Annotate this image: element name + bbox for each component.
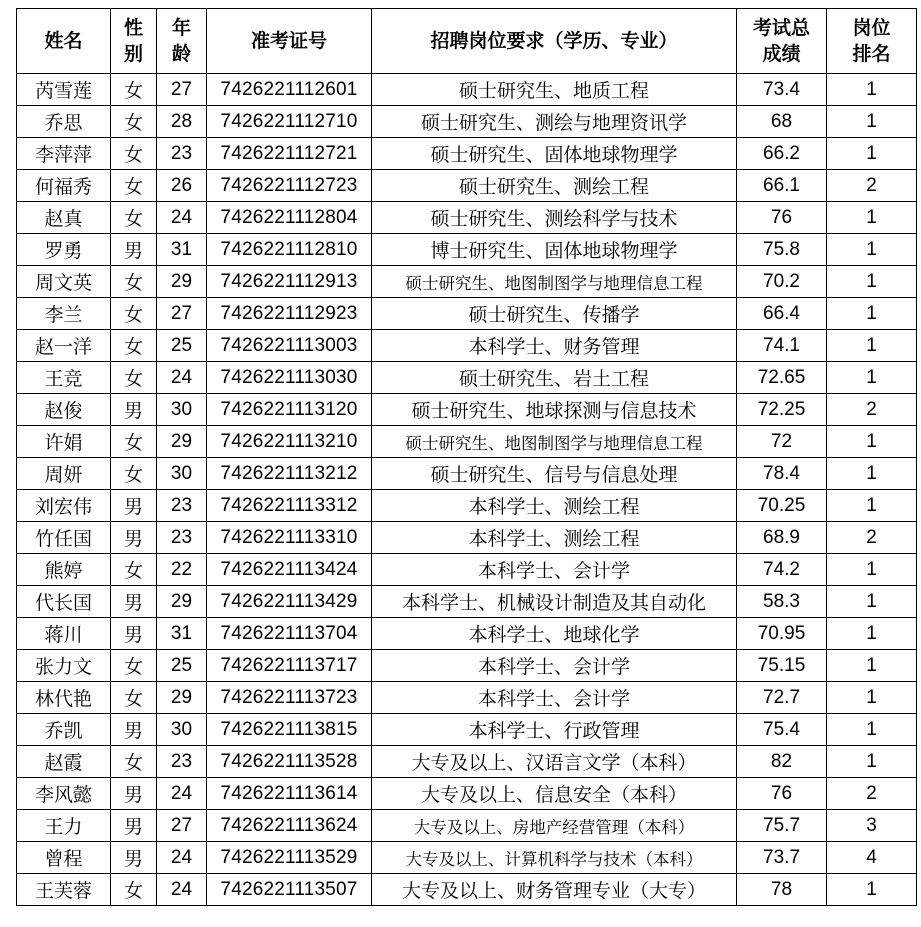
cell-score: 72.7 bbox=[737, 682, 827, 714]
cell-rank: 1 bbox=[827, 554, 917, 586]
results-table bbox=[16, 8, 917, 906]
cell-score: 75.4 bbox=[737, 714, 827, 746]
cell-name: 李兰 bbox=[17, 298, 111, 330]
cell-exam-id: 7426221113030 bbox=[207, 362, 372, 394]
table-row bbox=[17, 426, 917, 458]
cell-age: 30 bbox=[157, 714, 207, 746]
cell-age: 23 bbox=[157, 138, 207, 170]
cell-requirement: 硕士研究生、信号与信息处理 bbox=[372, 458, 737, 490]
cell-gender: 男 bbox=[111, 778, 157, 810]
cell-score: 73.7 bbox=[737, 842, 827, 874]
header-score bbox=[737, 9, 827, 74]
cell-requirement: 博士研究生、固体地球物理学 bbox=[372, 234, 737, 266]
cell-age: 31 bbox=[157, 618, 207, 650]
cell-gender: 男 bbox=[111, 394, 157, 426]
cell-requirement: 大专及以上、汉语言文学（本科） bbox=[372, 746, 737, 778]
cell-gender: 男 bbox=[111, 810, 157, 842]
cell-name: 王竞 bbox=[17, 362, 111, 394]
cell-age: 25 bbox=[157, 330, 207, 362]
cell-requirement: 大专及以上、房地产经营管理（本科） bbox=[372, 810, 737, 842]
cell-score: 68 bbox=[737, 106, 827, 138]
header-name: 姓名 bbox=[17, 9, 111, 74]
cell-gender: 女 bbox=[111, 74, 157, 106]
cell-rank: 1 bbox=[827, 74, 917, 106]
table-row bbox=[17, 650, 917, 682]
table-row bbox=[17, 522, 917, 554]
cell-age: 30 bbox=[157, 458, 207, 490]
cell-age: 30 bbox=[157, 394, 207, 426]
cell-gender: 女 bbox=[111, 298, 157, 330]
cell-exam-id: 7426221113723 bbox=[207, 682, 372, 714]
cell-score: 76 bbox=[737, 778, 827, 810]
table-row bbox=[17, 490, 917, 522]
cell-requirement: 硕士研究生、测绘与地理资讯学 bbox=[372, 106, 737, 138]
cell-requirement: 硕士研究生、测绘工程 bbox=[372, 170, 737, 202]
cell-exam-id: 7426221113210 bbox=[207, 426, 372, 458]
header-gender-line1: 性 bbox=[123, 17, 143, 39]
cell-score: 66.4 bbox=[737, 298, 827, 330]
cell-name: 刘宏伟 bbox=[17, 490, 111, 522]
cell-rank: 1 bbox=[827, 106, 917, 138]
table-row bbox=[17, 298, 917, 330]
cell-rank: 1 bbox=[827, 650, 917, 682]
cell-age: 23 bbox=[157, 522, 207, 554]
cell-requirement: 硕士研究生、地质工程 bbox=[372, 74, 737, 106]
cell-gender: 女 bbox=[111, 746, 157, 778]
table-row bbox=[17, 266, 917, 298]
table-row bbox=[17, 554, 917, 586]
cell-exam-id: 7426221113704 bbox=[207, 618, 372, 650]
cell-name: 赵俊 bbox=[17, 394, 111, 426]
header-score-line2: 成绩 bbox=[762, 43, 801, 65]
cell-score: 78 bbox=[737, 874, 827, 906]
table-row bbox=[17, 874, 917, 906]
cell-name: 周妍 bbox=[17, 458, 111, 490]
cell-exam-id: 7426221112601 bbox=[207, 74, 372, 106]
cell-name: 赵一洋 bbox=[17, 330, 111, 362]
cell-requirement: 大专及以上、计算机科学与技术（本科） bbox=[372, 842, 737, 874]
header-rank-line2: 排名 bbox=[852, 43, 891, 65]
table-row bbox=[17, 74, 917, 106]
cell-age: 28 bbox=[157, 106, 207, 138]
cell-requirement: 硕士研究生、测绘科学与技术 bbox=[372, 202, 737, 234]
cell-name: 乔凯 bbox=[17, 714, 111, 746]
cell-requirement: 硕士研究生、传播学 bbox=[372, 298, 737, 330]
cell-requirement: 硕士研究生、地球探测与信息技术 bbox=[372, 394, 737, 426]
cell-name: 张力文 bbox=[17, 650, 111, 682]
cell-age: 23 bbox=[157, 746, 207, 778]
header-rank bbox=[827, 9, 917, 74]
header-score-line1: 考试总 bbox=[752, 17, 810, 39]
cell-age: 24 bbox=[157, 874, 207, 906]
cell-score: 76 bbox=[737, 202, 827, 234]
cell-rank: 2 bbox=[827, 394, 917, 426]
header-exam-id: 准考证号 bbox=[207, 9, 372, 74]
cell-score: 70.95 bbox=[737, 618, 827, 650]
cell-age: 24 bbox=[157, 362, 207, 394]
cell-age: 22 bbox=[157, 554, 207, 586]
cell-gender: 女 bbox=[111, 554, 157, 586]
cell-rank: 2 bbox=[827, 778, 917, 810]
cell-score: 72.65 bbox=[737, 362, 827, 394]
cell-requirement: 本科学士、地球化学 bbox=[372, 618, 737, 650]
cell-requirement: 本科学士、测绘工程 bbox=[372, 522, 737, 554]
cell-requirement: 本科学士、会计学 bbox=[372, 554, 737, 586]
cell-exam-id: 7426221113614 bbox=[207, 778, 372, 810]
cell-requirement: 本科学士、机械设计制造及其自动化 bbox=[372, 586, 737, 618]
cell-exam-id: 7426221113120 bbox=[207, 394, 372, 426]
cell-name: 李萍萍 bbox=[17, 138, 111, 170]
cell-requirement: 大专及以上、财务管理专业（大专） bbox=[372, 874, 737, 906]
cell-gender: 女 bbox=[111, 458, 157, 490]
cell-gender: 男 bbox=[111, 842, 157, 874]
cell-gender: 女 bbox=[111, 330, 157, 362]
cell-exam-id: 7426221113310 bbox=[207, 522, 372, 554]
cell-rank: 1 bbox=[827, 874, 917, 906]
table-row bbox=[17, 458, 917, 490]
cell-name: 竹任国 bbox=[17, 522, 111, 554]
cell-exam-id: 7426221113312 bbox=[207, 490, 372, 522]
header-requirement: 招聘岗位要求（学历、专业） bbox=[372, 9, 737, 74]
cell-name: 熊婷 bbox=[17, 554, 111, 586]
cell-rank: 3 bbox=[827, 810, 917, 842]
cell-gender: 男 bbox=[111, 490, 157, 522]
cell-name: 乔思 bbox=[17, 106, 111, 138]
cell-gender: 女 bbox=[111, 138, 157, 170]
cell-rank: 2 bbox=[827, 170, 917, 202]
table-row bbox=[17, 362, 917, 394]
cell-gender: 男 bbox=[111, 522, 157, 554]
table-row bbox=[17, 394, 917, 426]
cell-age: 26 bbox=[157, 170, 207, 202]
cell-name: 罗勇 bbox=[17, 234, 111, 266]
cell-gender: 男 bbox=[111, 234, 157, 266]
cell-score: 58.3 bbox=[737, 586, 827, 618]
cell-requirement: 本科学士、会计学 bbox=[372, 650, 737, 682]
header-age-line1: 年 bbox=[171, 17, 191, 39]
cell-age: 24 bbox=[157, 778, 207, 810]
cell-gender: 女 bbox=[111, 266, 157, 298]
table-row bbox=[17, 682, 917, 714]
cell-age: 23 bbox=[157, 490, 207, 522]
cell-age: 29 bbox=[157, 682, 207, 714]
cell-rank: 1 bbox=[827, 266, 917, 298]
cell-rank: 1 bbox=[827, 586, 917, 618]
cell-exam-id: 7426221113424 bbox=[207, 554, 372, 586]
cell-gender: 女 bbox=[111, 874, 157, 906]
cell-requirement: 硕士研究生、岩土工程 bbox=[372, 362, 737, 394]
cell-name: 赵霞 bbox=[17, 746, 111, 778]
table-row bbox=[17, 778, 917, 810]
header-rank-line1: 岗位 bbox=[852, 17, 891, 39]
cell-rank: 1 bbox=[827, 362, 917, 394]
cell-score: 75.8 bbox=[737, 234, 827, 266]
cell-rank: 1 bbox=[827, 618, 917, 650]
cell-age: 25 bbox=[157, 650, 207, 682]
cell-name: 赵真 bbox=[17, 202, 111, 234]
cell-score: 75.15 bbox=[737, 650, 827, 682]
cell-name: 周文英 bbox=[17, 266, 111, 298]
cell-score: 70.2 bbox=[737, 266, 827, 298]
cell-requirement: 本科学士、财务管理 bbox=[372, 330, 737, 362]
cell-gender: 女 bbox=[111, 650, 157, 682]
cell-age: 24 bbox=[157, 842, 207, 874]
cell-exam-id: 7426221113507 bbox=[207, 874, 372, 906]
table-row bbox=[17, 746, 917, 778]
cell-name: 王力 bbox=[17, 810, 111, 842]
cell-rank: 1 bbox=[827, 490, 917, 522]
cell-score: 68.9 bbox=[737, 522, 827, 554]
cell-gender: 女 bbox=[111, 426, 157, 458]
cell-requirement: 本科学士、测绘工程 bbox=[372, 490, 737, 522]
table-row bbox=[17, 810, 917, 842]
cell-name: 代长国 bbox=[17, 586, 111, 618]
cell-exam-id: 7426221113717 bbox=[207, 650, 372, 682]
cell-exam-id: 7426221113529 bbox=[207, 842, 372, 874]
cell-name: 王芙蓉 bbox=[17, 874, 111, 906]
cell-age: 24 bbox=[157, 202, 207, 234]
cell-rank: 1 bbox=[827, 298, 917, 330]
cell-exam-id: 7426221112923 bbox=[207, 298, 372, 330]
cell-rank: 2 bbox=[827, 522, 917, 554]
cell-exam-id: 7426221112913 bbox=[207, 266, 372, 298]
table-row bbox=[17, 138, 917, 170]
cell-requirement: 硕士研究生、地图制图学与地理信息工程 bbox=[372, 266, 737, 298]
cell-exam-id: 7426221112721 bbox=[207, 138, 372, 170]
cell-score: 66.2 bbox=[737, 138, 827, 170]
cell-gender: 男 bbox=[111, 714, 157, 746]
table-row bbox=[17, 714, 917, 746]
table-row bbox=[17, 330, 917, 362]
cell-rank: 1 bbox=[827, 458, 917, 490]
cell-age: 27 bbox=[157, 74, 207, 106]
cell-rank: 1 bbox=[827, 746, 917, 778]
cell-exam-id: 7426221113429 bbox=[207, 586, 372, 618]
cell-requirement: 硕士研究生、固体地球物理学 bbox=[372, 138, 737, 170]
cell-exam-id: 7426221112710 bbox=[207, 106, 372, 138]
cell-exam-id: 7426221112804 bbox=[207, 202, 372, 234]
cell-rank: 1 bbox=[827, 426, 917, 458]
cell-name: 曾程 bbox=[17, 842, 111, 874]
cell-score: 82 bbox=[737, 746, 827, 778]
cell-age: 29 bbox=[157, 426, 207, 458]
cell-exam-id: 7426221112723 bbox=[207, 170, 372, 202]
table-row bbox=[17, 170, 917, 202]
cell-rank: 1 bbox=[827, 202, 917, 234]
cell-score: 70.25 bbox=[737, 490, 827, 522]
cell-rank: 1 bbox=[827, 714, 917, 746]
cell-name: 芮雪莲 bbox=[17, 74, 111, 106]
cell-name: 蒋川 bbox=[17, 618, 111, 650]
cell-score: 78.4 bbox=[737, 458, 827, 490]
cell-exam-id: 7426221113624 bbox=[207, 810, 372, 842]
header-gender-line2: 别 bbox=[123, 43, 143, 65]
table-row bbox=[17, 106, 917, 138]
cell-name: 林代艳 bbox=[17, 682, 111, 714]
cell-score: 72.25 bbox=[737, 394, 827, 426]
cell-age: 27 bbox=[157, 810, 207, 842]
table-row bbox=[17, 842, 917, 874]
cell-gender: 女 bbox=[111, 170, 157, 202]
cell-age: 29 bbox=[157, 586, 207, 618]
cell-exam-id: 7426221113212 bbox=[207, 458, 372, 490]
cell-name: 许娟 bbox=[17, 426, 111, 458]
cell-rank: 1 bbox=[827, 234, 917, 266]
cell-age: 29 bbox=[157, 266, 207, 298]
header-gender bbox=[111, 9, 157, 74]
cell-requirement: 大专及以上、信息安全（本科） bbox=[372, 778, 737, 810]
cell-exam-id: 7426221113003 bbox=[207, 330, 372, 362]
cell-gender: 女 bbox=[111, 202, 157, 234]
cell-gender: 男 bbox=[111, 586, 157, 618]
cell-rank: 1 bbox=[827, 330, 917, 362]
table-row bbox=[17, 234, 917, 266]
header-row bbox=[17, 9, 917, 74]
cell-exam-id: 7426221113815 bbox=[207, 714, 372, 746]
cell-requirement: 本科学士、行政管理 bbox=[372, 714, 737, 746]
cell-score: 75.7 bbox=[737, 810, 827, 842]
cell-exam-id: 7426221113528 bbox=[207, 746, 372, 778]
cell-score: 73.4 bbox=[737, 74, 827, 106]
cell-score: 66.1 bbox=[737, 170, 827, 202]
cell-gender: 男 bbox=[111, 618, 157, 650]
cell-score: 74.1 bbox=[737, 330, 827, 362]
cell-gender: 女 bbox=[111, 682, 157, 714]
table-row bbox=[17, 618, 917, 650]
header-age-line2: 龄 bbox=[171, 43, 191, 65]
header-age bbox=[157, 9, 207, 74]
cell-rank: 4 bbox=[827, 842, 917, 874]
cell-gender: 女 bbox=[111, 362, 157, 394]
cell-age: 31 bbox=[157, 234, 207, 266]
cell-rank: 1 bbox=[827, 138, 917, 170]
table-row bbox=[17, 202, 917, 234]
cell-gender: 女 bbox=[111, 106, 157, 138]
cell-requirement: 硕士研究生、地图制图学与地理信息工程 bbox=[372, 426, 737, 458]
cell-score: 72 bbox=[737, 426, 827, 458]
cell-name: 李风懿 bbox=[17, 778, 111, 810]
cell-rank: 1 bbox=[827, 682, 917, 714]
table-row bbox=[17, 586, 917, 618]
cell-requirement: 本科学士、会计学 bbox=[372, 682, 737, 714]
cell-score: 74.2 bbox=[737, 554, 827, 586]
cell-exam-id: 7426221112810 bbox=[207, 234, 372, 266]
cell-name: 何福秀 bbox=[17, 170, 111, 202]
cell-age: 27 bbox=[157, 298, 207, 330]
